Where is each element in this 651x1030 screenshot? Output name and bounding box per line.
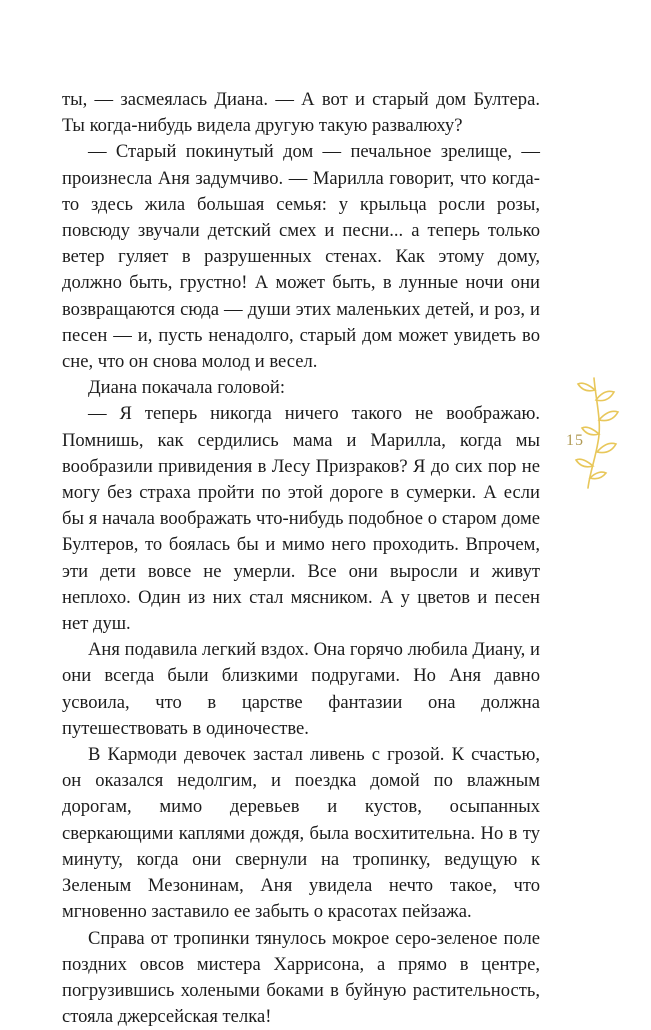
paragraph: — Я теперь никогда ничего такого не воображаю. Помнишь, как сердились мама и Марилла, когда мы вообразили привидения в Лесу Призраков? Я до сих пор не могу без страха пройти по этой дороге в сумерки. А если бы я начала воображать что-нибудь подобное о старом доме Бултеров, то боялась бы и мимо него проходить. Впрочем, эти дети вовсе не умерли. Все они выросли и живут неплохо. Один из них стал мясником. А у цветов и песен нет душ. (62, 401, 540, 637)
body-text (62, 87, 540, 1030)
paragraph: ты, — засмеялась Диана. — А вот и старый дом Бултера. Ты когда-нибудь видела другую такую развалюху? (62, 87, 540, 139)
paragraph: Диана покачала головой: (62, 375, 540, 401)
paragraph: В Кармоди девочек застал ливень с грозой. К счастью, он оказался недолгим, и поездка домой по влажным дорогам, мимо деревьев и кустов, осыпанных сверкающими каплями дождя, была восхитительна. Но в ту минуту, когда они свернули на тропинку, ведущую к Зеленым Мезонинам, Аня увидела нечто такое, что мгновенно заставило ее забыть о красотах пейзажа. (62, 742, 540, 925)
paragraph: — Старый покинутый дом — печальное зрелище, — произнесла Аня задумчиво. — Марилла говорит, что когда-то здесь жила большая семья: у крыльца росли розы, повсюду звучали детский смех и песни... а теперь только ветер гуляет в разрушенных стенах. Как этому дому, должно быть, грустно! А может быть, в лунные ночи они возвращаются сюда — души этих маленьких детей, и роз, и песен — и, пусть ненадолго, старый дом может увидеть во сне, что он снова молод и весел. (62, 139, 540, 375)
page-number: 15 (566, 432, 602, 450)
paragraph: Справа от тропинки тянулось мокрое серо-зеленое поле поздних овсов мистера Харрисона, а прямо в центре, погрузившись холеными боками в буйную растительность, стояла джерсейская телка! (62, 926, 540, 1030)
paragraph: Аня подавила легкий вздох. Она горячо любила Диану, и они всегда были близкими подругами. Но Аня давно усвоила, что в царстве фантазии она должна путешествовать в одиночестве. (62, 637, 540, 742)
